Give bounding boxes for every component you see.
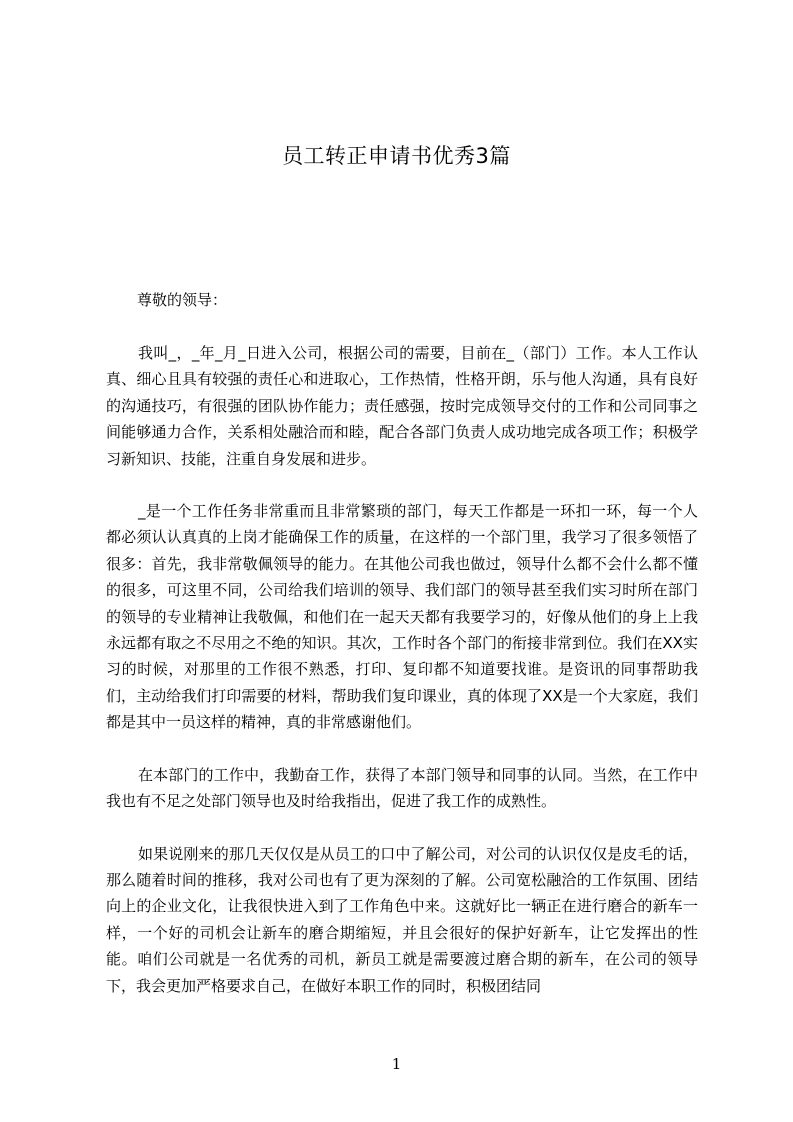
body-paragraph: 如果说刚来的那几天仅仅是从员工的口中了解公司，对公司的认识仅仅是皮毛的话，那么随着时间的推移，我对公司也有了更为深刻的了解。公司宽松融洽的工作氛围、团结向上的企业文化，让我很快进入到了工作角色中来。这就好比一辆正在进行磨合的新车一样，一个好的司机会让新车的磨合期缩短，并且会很好的保护好新车，让它发挥出的性能。咱们公司就是一名优秀的司机，新员工就是需要渡过磨合期的新车，在公司的领导下，我会更加严格要求自己，在做好本职工作的同时，积极团结同 xyxy=(106,844,698,995)
body-paragraph: 我叫_，_年_月_日进入公司，根据公司的需要，目前在_（部门）工作。本人工作认真、细心且具有较强的责任心和进取心，工作热情，性格开朗，乐与他人沟通，具有良好的沟通技巧，有很强的团队协作能力；责任感强，按时完成领导交付的工作和公司同事之间能够通力合作，关系相处融洽而和睦，配合各部门负责人成功地完成各项工作；积极学习新知识、技能，注重自身发展和进步。 xyxy=(106,344,698,468)
body-paragraph: 在本部门的工作中，我勤奋工作，获得了本部门领导和同事的认同。当然，在工作中我也有不足之处部门领导也及时给我指出，促进了我工作的成熟性。 xyxy=(106,765,698,811)
page-number: 1 xyxy=(391,1055,402,1073)
body-paragraph: _是一个工作任务非常重而且非常繁琐的部门，每天工作都是一环扣一环，每一个人都必须认认真真的上岗才能确保工作的质量，在这样的一个部门里，我学习了很多领悟了很多：首先，我非常敬佩领导的能力。在其他公司我也做过，领导什么都不会什么都不懂的很多，可这里不同，公司给我们培训的领导、我们部门的领导甚至我们实习时所在部门的领导的专业精神让我敬佩，和他们在一起天天都有我要学习的，好像从他们的身上上我永远都有取之不尽用之不绝的知识。其次，工作时各个部门的衔接非常到位。我们在XX实习的时候，对那里的工作很不熟悉，打印、复印都不知道要找谁。是资讯的同事帮助我们，主动给我们打印需要的材料，帮助我们复印课业，真的体现了XX是一个大家庭，我们都是其中一员这样的精神，真的非常感谢他们。 xyxy=(106,502,698,732)
document-body xyxy=(106,340,698,1025)
salutation: 尊敬的领导： xyxy=(137,291,228,309)
document-title: 员工转正申请书优秀3篇 xyxy=(282,144,511,168)
